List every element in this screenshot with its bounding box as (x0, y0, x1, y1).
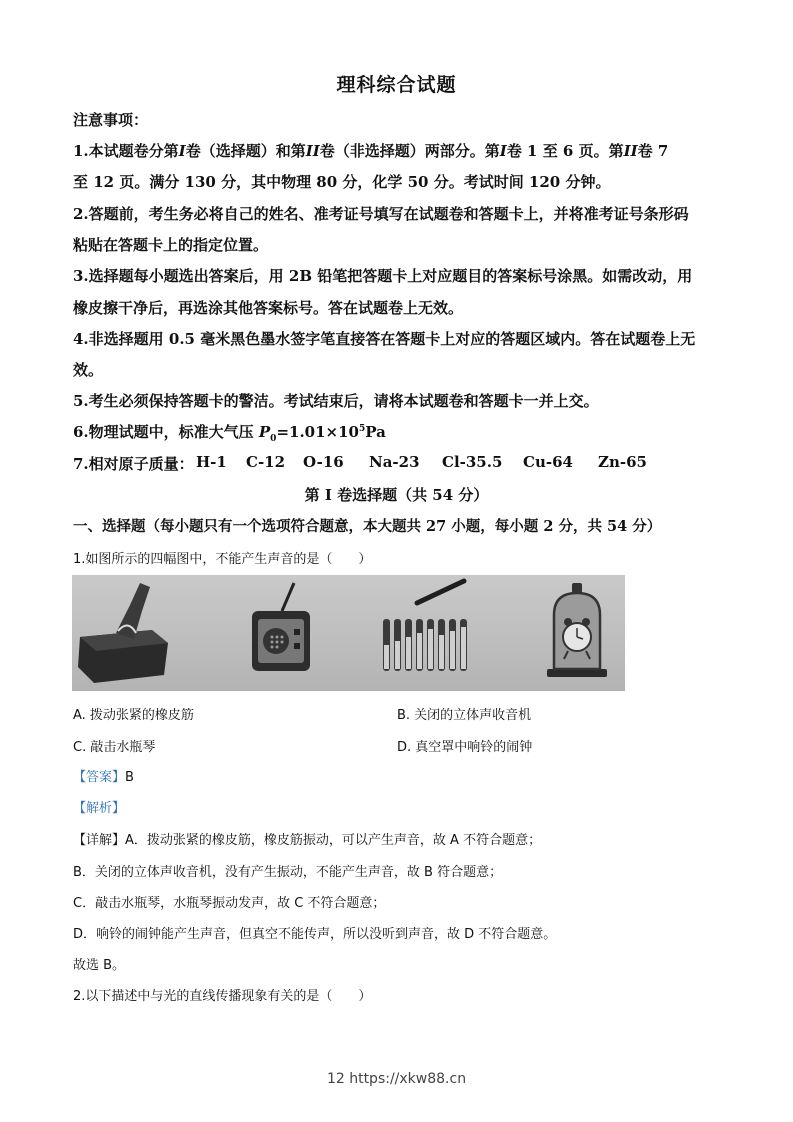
answer-line (73, 766, 134, 785)
notice-item-6: 6.物理试题中，标准大气压 $P_0=1.01\times 10^5Pa$ (73, 423, 386, 444)
notice-item-4-cont: 效。 (73, 361, 104, 379)
question-1-figure (72, 575, 625, 691)
water-bottles-illustration (383, 581, 467, 671)
detail-c: C．敲击水瓶琴，水瓶琴振动发声，故 C 不符合题意； (73, 896, 386, 911)
atomic-mass-zn: Zn-65 (598, 453, 647, 471)
atomic-mass-h: H-1 (196, 453, 227, 471)
atomic-mass-na: Na-23 (369, 453, 420, 471)
page-footer: 12 https://xkw88.cn (326, 1071, 467, 1087)
atomic-mass-o: O-16 (303, 453, 344, 471)
notice-item-3-cont: 橡皮擦干净后，再选涂其他答案标号。答在试题卷上无效。 (73, 299, 464, 317)
answer-value: B (125, 770, 134, 785)
detail-b: B．关闭的立体声收音机，没有产生振动，不能产生声音，故 B 符合题意； (73, 865, 503, 880)
notice-item-2: 2.答题前，考生务必将自己的姓名、准考证号填写在试题卷和答题卡上，并将准考证号条形码 (73, 205, 689, 223)
notice-item-2-cont: 粘贴在答题卡上的指定位置。 (73, 236, 269, 254)
question-2-stem: 2.以下描述中与光的直线传播现象有关的是（ ） (73, 989, 372, 1004)
analysis-tag: 【解析】 (73, 801, 126, 816)
detail-a: 【详解】A．拨动张紧的橡皮筋，橡皮筋振动，可以产生声音，故 A 不符合题意； (73, 833, 542, 848)
notice-item-1: 1.本试题卷分第I卷（选择题）和第II卷（非选择题）两部分。第I卷 1 至 6 页。第II卷 7 (73, 142, 669, 160)
option-b: B. 关闭的立体声收音机 (397, 708, 532, 723)
notice-heading: 注意事项： (73, 111, 149, 129)
figure-illustrations (72, 575, 625, 691)
document-title: 理科综合试题 (336, 74, 457, 96)
atomic-mass-cu: Cu-64 (523, 453, 573, 471)
notice-item-1-cont: 至 12 页。满分 130 分，其中物理 80 分，化学 50 分。考试时间 120 分钟。 (73, 173, 611, 191)
notice-item-4: 4.非选择题用 0.5 毫米黑色墨水签字笔直接答在答题卡上对应的答题区域内。答在试题卷上无 (73, 330, 696, 348)
bell-jar-clock-illustration (547, 583, 607, 677)
atomic-mass-cl: Cl-35.5 (442, 453, 503, 471)
option-a: A. 拨动张紧的橡皮筋 (73, 708, 194, 723)
radio-illustration (252, 583, 310, 671)
answer-tag: 【答案】 (73, 770, 126, 785)
option-d: D. 真空罩中响铃的闹钟 (397, 740, 533, 755)
rubber-band-illustration (78, 583, 168, 683)
detail-d: D．响铃的闹钟能产生声音，但真空不能传声，所以没听到声音，故 D 不符合题意。 (73, 927, 557, 942)
option-c: C. 敲击水瓶琴 (73, 740, 156, 755)
notice-item-7: 7.相对原子质量： (73, 455, 194, 473)
section-title: 第 I 卷选择题（共 54 分） (304, 486, 489, 504)
notice-item-5: 5.考生必须保持答题卡的警洁。考试结束后，请将本试题卷和答题卡一并上交。 (73, 392, 599, 410)
atomic-mass-c: C-12 (246, 453, 286, 471)
question-1-stem: 1.如图所示的四幅图中，不能产生声音的是（ ） (73, 552, 372, 567)
notice-item-3: 3.选择题每小题选出答案后，用 2B 铅笔把答题卡上对应题目的答案标号涂黑。如需改动，用 (73, 267, 693, 285)
part-heading: 一、选择题（每小题只有一个选项符合题意，本大题共 27 小题，每小题 2 分，共 54 分） (73, 518, 662, 535)
conclusion: 故选 B。 (73, 958, 126, 973)
